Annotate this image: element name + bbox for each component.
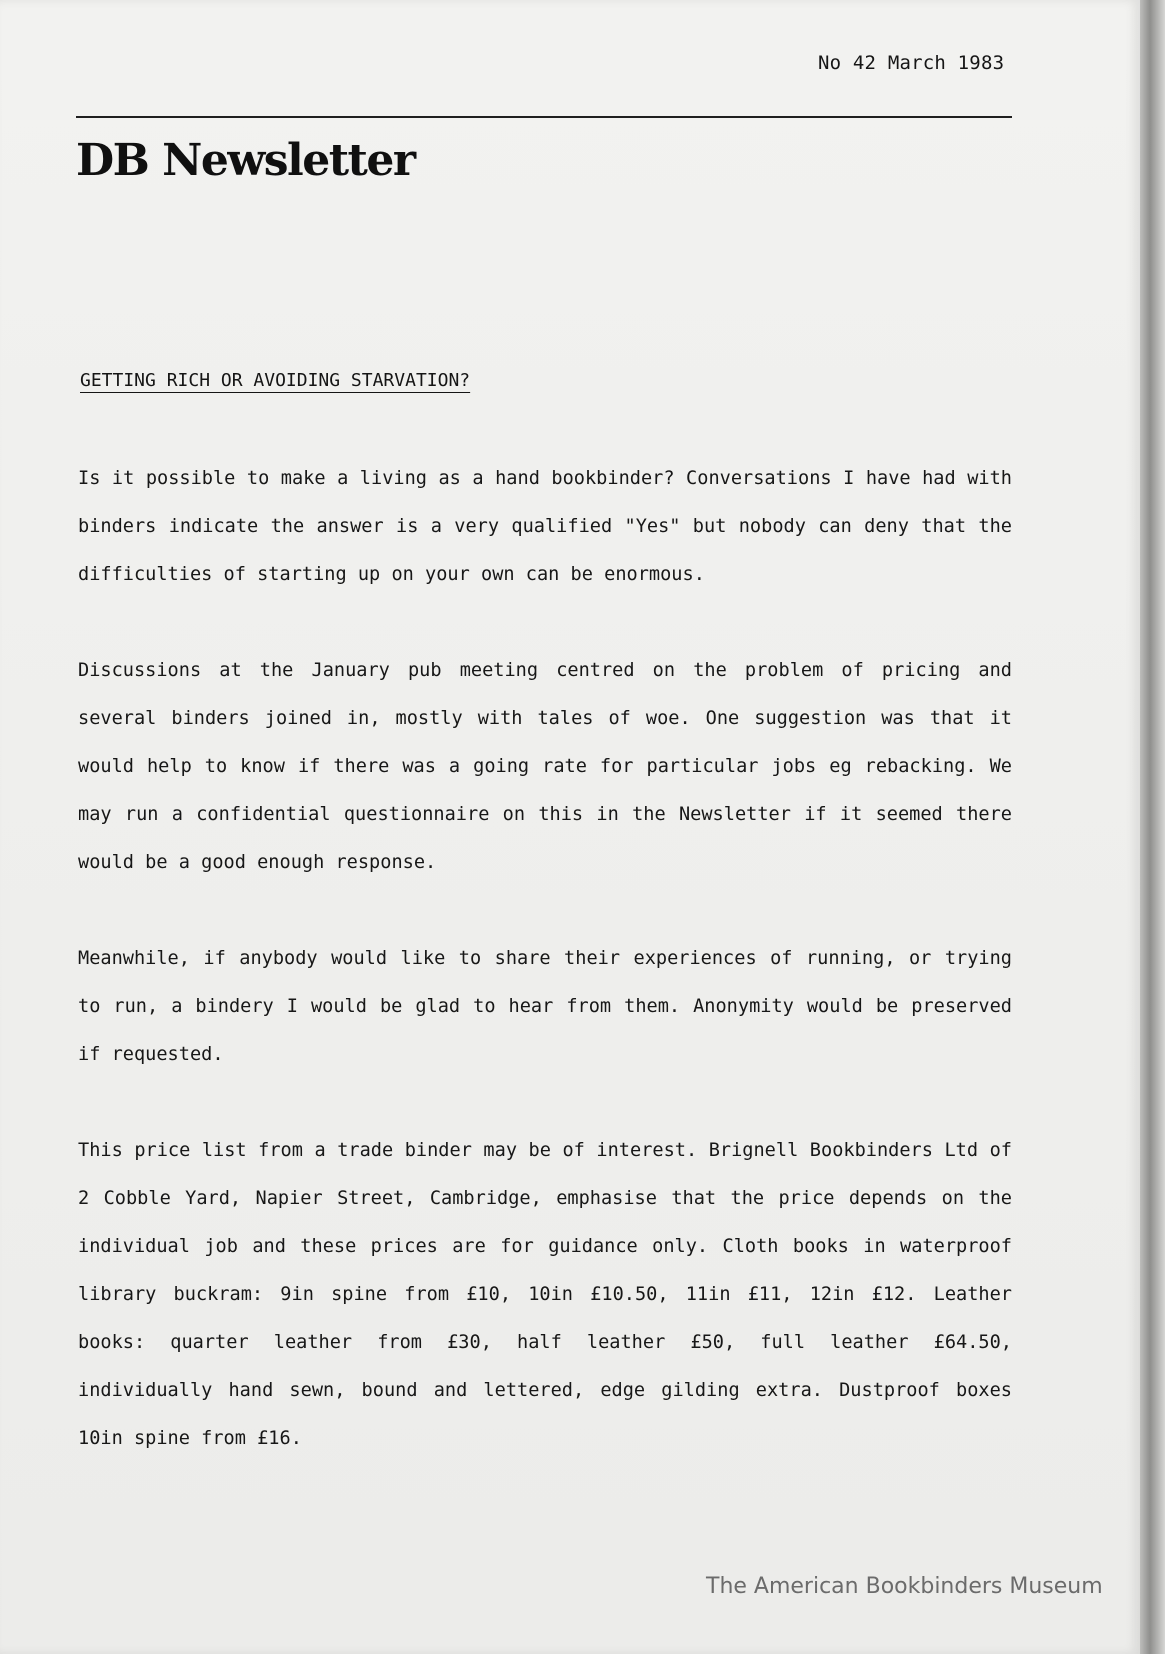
article-paragraph-4: This price list from a trade binder may be of interest. Brignell Bookbinders Ltd of 2 Cobble Yard, Napier Street, Cambridge, emphasise that the price depends on the individual job and these prices are for guidance only. Cloth books in waterproof library buckram: 9in spine from £10, 10in £10.50, 11in £11, 12in £12. Leather books: quarter leather from £30, half leather £50, full leather £64.50, individually hand sewn, bound and lettered, edge gilding extra. Dustproof boxes 10in spine from £16.	[78, 1140, 1012, 1449]
header-rule	[76, 116, 1012, 118]
masthead-title: DB Newsletter	[76, 135, 415, 186]
museum-credit: The American Bookbinders Museum	[706, 1574, 1103, 1599]
article-paragraph-2: Discussions at the January pub meeting centred on the problem of pricing and several binders joined in, mostly with tales of woe. One suggestion was that it would help to know if there was a going rate for particular jobs eg rebacking. We may run a confidential questionnaire on this in the Newsletter if it seemed there would be a good enough response.	[78, 660, 1012, 873]
article-paragraph-1: Is it possible to make a living as a hand bookbinder? Conversations I have had with binders indicate the answer is a very qualified "Yes" but nobody can deny that the difficulties of starting up on your own can be enormous.	[78, 468, 1012, 585]
page-edge	[1140, 0, 1165, 1654]
issue-label: No 42 March 1983	[818, 52, 1005, 74]
article-paragraph-3: Meanwhile, if anybody would like to share their experiences of running, or trying to run, a bindery I would be glad to hear from them. Anonymity would be preserved if requested.	[78, 948, 1012, 1065]
article-heading: GETTING RICH OR AVOIDING STARVATION?	[80, 370, 471, 391]
